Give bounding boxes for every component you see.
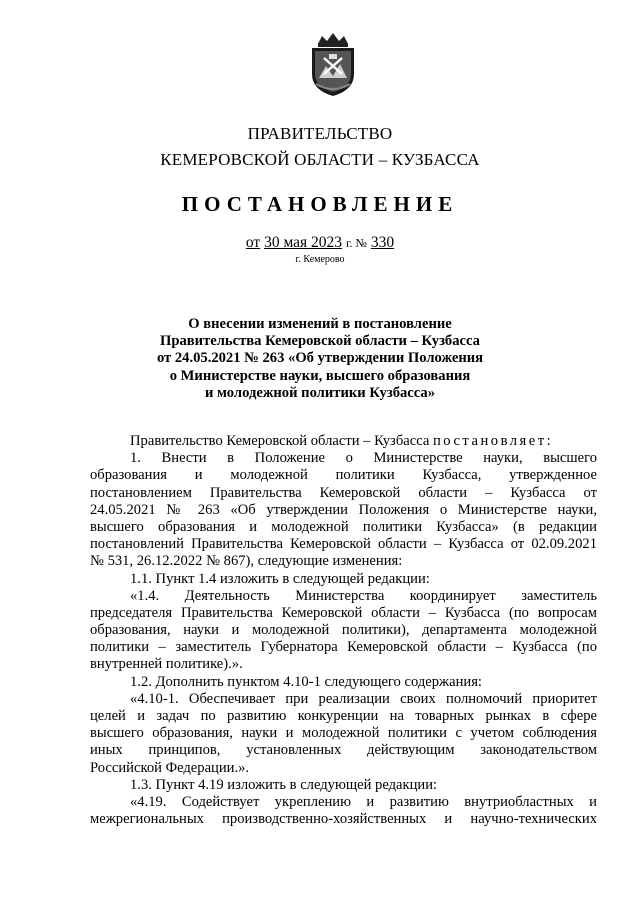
body-line: иных принципов, установленных действующим законодательством bbox=[90, 742, 597, 759]
decree-body bbox=[90, 433, 597, 828]
body-line: 1.3. Пункт 4.19 изложить в следующей редакции: bbox=[130, 776, 438, 793]
body-line: Российской Федерации.». bbox=[90, 759, 250, 776]
government-name-line2: КЕМЕРОВСКОЙ ОБЛАСТИ – КУЗБАССА bbox=[160, 150, 480, 169]
body-line: целей и задач по развитию конкуренции на товарных рынках в сфере bbox=[90, 708, 597, 724]
body-line: высшего образования и молодежной политики Кузбасса» (в редакции bbox=[90, 518, 597, 535]
subject-line: от 24.05.2021 № 263 «Об утверждении Положения bbox=[156, 350, 484, 367]
body-line: постановлений Правительства Кемеровской области – Кузбасса от 02.09.2021 bbox=[90, 536, 597, 553]
subject-line: О внесении изменений в постановление bbox=[188, 316, 452, 332]
body-line: 1.2. Дополнить пунктом 4.10-1 следующего содержания: bbox=[130, 673, 482, 690]
government-name-line1: ПРАВИТЕЛЬСТВО bbox=[247, 124, 393, 143]
date-prefix: от bbox=[245, 234, 261, 251]
body-line: постановлением Правительства Кемеровской области – Кузбасса от bbox=[90, 484, 597, 501]
body-line: межрегиональных производственно-хозяйственных и научно-технических bbox=[90, 811, 597, 828]
body-line: председателя Правительства Кемеровской области – Кузбасса (по вопросам bbox=[90, 604, 597, 621]
body-line: № 531, 26.12.2022 № 867), следующие изменения: bbox=[90, 553, 403, 570]
body-line: «4.19. Содействует укреплению и развитию внутриобластных и bbox=[130, 793, 597, 810]
year-number-label: г. № bbox=[345, 236, 367, 250]
decree-title: ПОСТАНОВЛЕНИЕ bbox=[181, 192, 459, 216]
decree-verb: постановляет: bbox=[432, 433, 554, 449]
body-line: «4.10-1. Обеспечивает при реализации своих полномочий приоритет bbox=[130, 690, 597, 707]
decree-subject bbox=[0, 316, 640, 402]
date-number-line bbox=[0, 234, 640, 252]
body-line: 1.1. Пункт 1.4 изложить в следующей редакции: bbox=[130, 570, 430, 587]
body-line: внутренней политике).». bbox=[90, 656, 243, 673]
subject-line: и молодежной политики Кузбасса» bbox=[204, 384, 436, 401]
intro-line bbox=[90, 433, 597, 450]
city-label: г. Кемерово bbox=[295, 254, 345, 265]
body-line: «1.4. Деятельность Министерства координирует заместитель bbox=[130, 587, 597, 604]
intro-text: Правительство Кемеровской области – Кузбасса bbox=[130, 433, 433, 449]
body-line: 24.05.2021 № 263 «Об утверждении Положения о Министерстве науки, bbox=[90, 501, 597, 518]
body-line: образования и молодежной политики Кузбасса, утвержденное bbox=[90, 467, 597, 484]
body-line: политики – заместитель Губернатора Кемеровской области – Кузбасса (по bbox=[90, 639, 597, 656]
decree-date: 30 мая 2023 bbox=[264, 234, 343, 251]
subject-line: Правительства Кемеровской области – Кузбасса bbox=[160, 333, 480, 350]
body-line: высшего образования, науки и молодежной политики с учетом соблюдения bbox=[90, 725, 597, 742]
coat-of-arms-icon bbox=[302, 30, 364, 98]
subject-line: о Министерстве науки, высшего образования bbox=[169, 367, 471, 384]
decree-number: 330 bbox=[370, 234, 395, 251]
body-line: 1. Внести в Положение о Министерстве науки, высшего bbox=[130, 450, 597, 467]
body-line: образования, науки и молодежной политики), департамента молодежной bbox=[90, 622, 597, 639]
